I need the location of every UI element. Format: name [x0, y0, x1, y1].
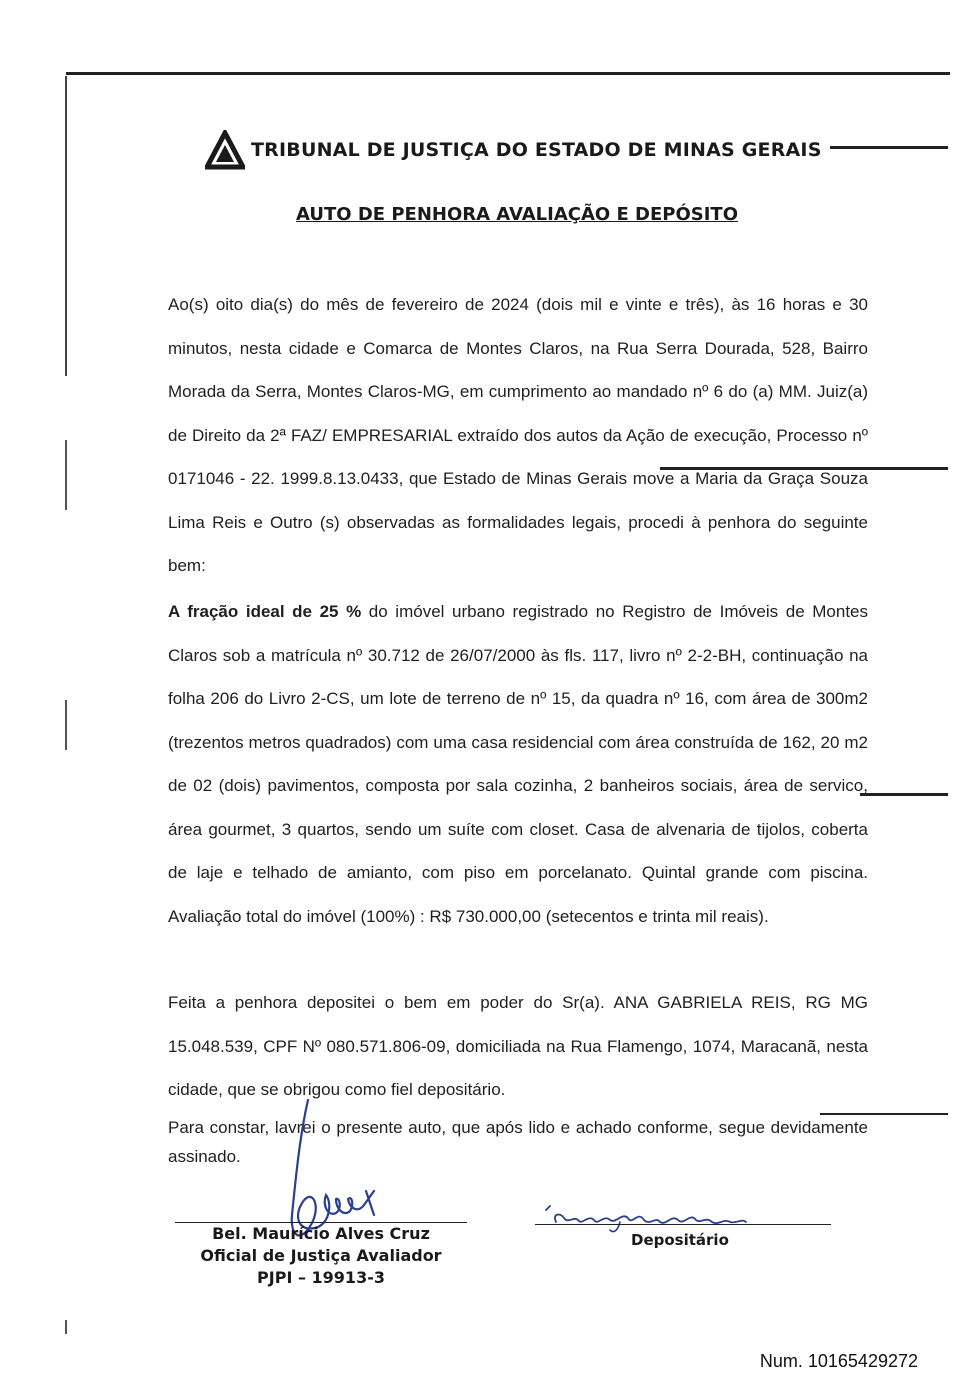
depositary-signature-line	[535, 1224, 831, 1225]
document-title: AUTO DE PENHORA AVALIAÇÃO E DEPÓSITO	[295, 204, 738, 225]
scan-edge-mark	[860, 793, 948, 796]
scan-edge-mark	[830, 146, 948, 149]
document-header	[205, 130, 822, 170]
paragraph-deposit: Feita a penhora depositei o bem em poder do Sr(a). ANA GABRIELA REIS, RG MG 15.048.539, CPF Nº 080.571.806-09, domiciliada na Rua Flamengo, 1074, Maracanã, nesta cidade, que se obrigou como fiel depositário.	[168, 993, 868, 1099]
officer-id: PJPI – 19913-3	[257, 1268, 385, 1287]
scan-left-border	[65, 76, 67, 376]
depositary-role: Depositário	[631, 1231, 729, 1249]
tribunal-logo-icon	[205, 130, 245, 170]
officer-name: Bel. Maurício Alves Cruz	[212, 1224, 430, 1243]
scan-top-border	[66, 72, 950, 75]
scan-left-mark	[65, 700, 67, 750]
paragraph-closing: Para constar, lavrei o presente auto, que após lido e achado conforme, segue devidamente assinado.	[168, 1118, 868, 1166]
court-name: TRIBUNAL DE JUSTIÇA DO ESTADO DE MINAS GERAIS	[251, 139, 822, 161]
property-fraction: A fração ideal de 25 %	[168, 602, 362, 621]
paragraph-property	[168, 590, 868, 938]
officer-signature-block	[175, 1222, 467, 1289]
scan-left-mark	[65, 440, 67, 510]
depositary-signature-block	[535, 1224, 831, 1249]
scan-left-mark	[65, 1320, 67, 1334]
officer-role: Oficial de Justiça Avaliador	[200, 1246, 442, 1265]
property-description: do imóvel urbano registrado no Registro de Imóveis de Montes Claros sob a matrícula nº 30.712 de 26/07/2000 às fls. 117, livro nº 2-2-BH, continuação na folha 206 do Livro 2-CS, um lote de terreno de nº 15, da quadra nº 16, com área de 300m2 (trezentos metros quadrados) com uma casa residencial com área construída de 162, 20 m2 de 02 (dois) pavimentos, composta por sala cozinha, 2 banheiros sociais, área de servico, área gourmet, 3 quartos, sendo um suíte com closet. Casa de alvenaria de tijolos, coberta de laje e telhado de amianto, com piso em porcelanato. Quintal grande com piscina. Avaliação total do imóvel (100%) : R$ 730.000,00 (setecentos e trinta mil reais).	[168, 602, 868, 926]
paragraph-intro: Ao(s) oito dia(s) do mês de fevereiro de 2024 (dois mil e vinte e três), às 16 horas e 30 minutos, nesta cidade e Comarca de Montes Claros, na Rua Serra Dourada, 528, Bairro Morada da Serra, Montes Claros-MG, em cumprimento ao mandado nº 6 do (a) MM. Juiz(a) de Direito da 2ª FAZ/ EMPRESARIAL extraído dos autos da Ação de execução, Processo nº 0171046 - 22. 1999.8.13.0433, que Estado de Minas Gerais move a Maria da Graça Souza Lima Reis e Outro (s) observadas as formalidades legais, procedi à penhora do seguinte bem:	[168, 295, 868, 575]
document-number: Num. 10165429272	[759, 1351, 918, 1371]
